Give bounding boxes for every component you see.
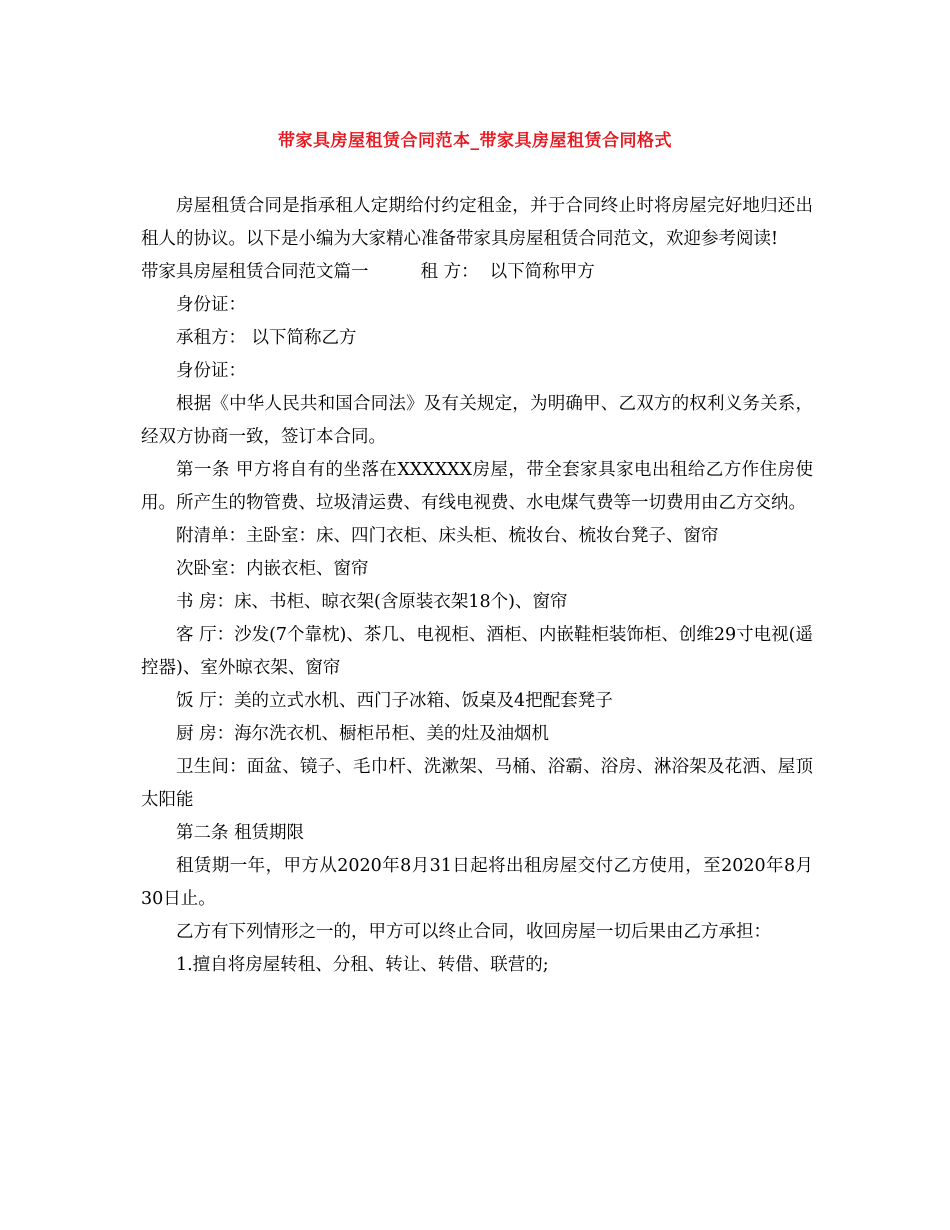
lessor-value: 以下简称甲方 [489,262,595,282]
article-1-paragraph: 第一条 甲方将自有的坐落在XXXXXX房屋，带全套家具家电出租给乙方作住房使用。所产生的物管费、垃圾清运费、有线电视费、水电煤气费等一切费用由乙方交纳。 [141,460,813,513]
inventory-item: 书 房：床、书柜、晾衣架(含原装衣架18个)、窗帘 [176,592,568,612]
inventory-item: 附清单：主卧室：床、四门衣柜、床头柜、梳妆台、梳妆台凳子、窗帘 [176,526,719,546]
inventory-item: 客 厅：沙发(7个靠枕)、茶几、电视柜、酒柜、内嵌鞋柜装饰柜、创维29寸电视(遥控器)、室外晾衣架、窗帘 [141,625,813,678]
article-2-heading: 第二条 租赁期限 [176,823,305,843]
document-title: 带家具房屋租赁合同范本_带家具房屋租赁合同格式 [278,131,672,151]
inventory-item: 卫生间：面盆、镜子、毛巾杆、洗漱架、马桶、浴霸、浴房、淋浴架及花洒、屋顶太阳能 [141,757,813,810]
lessee-line: 承租方： 以下简称乙方 [176,328,357,348]
lessee-id-line: 身份证： [176,361,246,381]
inventory-item: 饭 厅：美的立式水机、西门子冰箱、饭桌及4把配套凳子 [176,691,613,711]
lease-term-paragraph: 租赁期一年，甲方从2020年8月31日起将出租房屋交付乙方使用，至2020年8月30日止。 [141,856,813,909]
document-body [141,190,813,982]
termination-intro: 乙方有下列情形之一的，甲方可以终止合同，收回房屋一切后果由乙方承担： [176,922,771,942]
lessor-id-line: 身份证： [176,295,246,315]
inventory-item: 厨 房：海尔洗衣机、橱柜吊柜、美的灶及油烟机 [176,724,550,744]
inventory-item: 次卧室：内嵌衣柜、窗帘 [176,559,369,579]
termination-item: 1.擅自将房屋转租、分租、转让、转借、联营的; [176,955,549,975]
lessor-label: 租 方： [420,262,479,282]
intro-paragraph: 房屋租赁合同是指承租人定期给付约定租金，并于合同终止时将房屋完好地归还出租人的协议。以下是小编为大家精心准备带家具房屋租赁合同范文，欢迎参考阅读! [141,196,813,249]
preamble-paragraph: 根据《中华人民共和国合同法》及有关规定，为明确甲、乙双方的权利义务关系，经双方协商一致，签订本合同。 [141,394,813,447]
section-heading-line [141,256,813,289]
section-heading: 带家具房屋租赁合同范文篇一 [141,262,369,282]
